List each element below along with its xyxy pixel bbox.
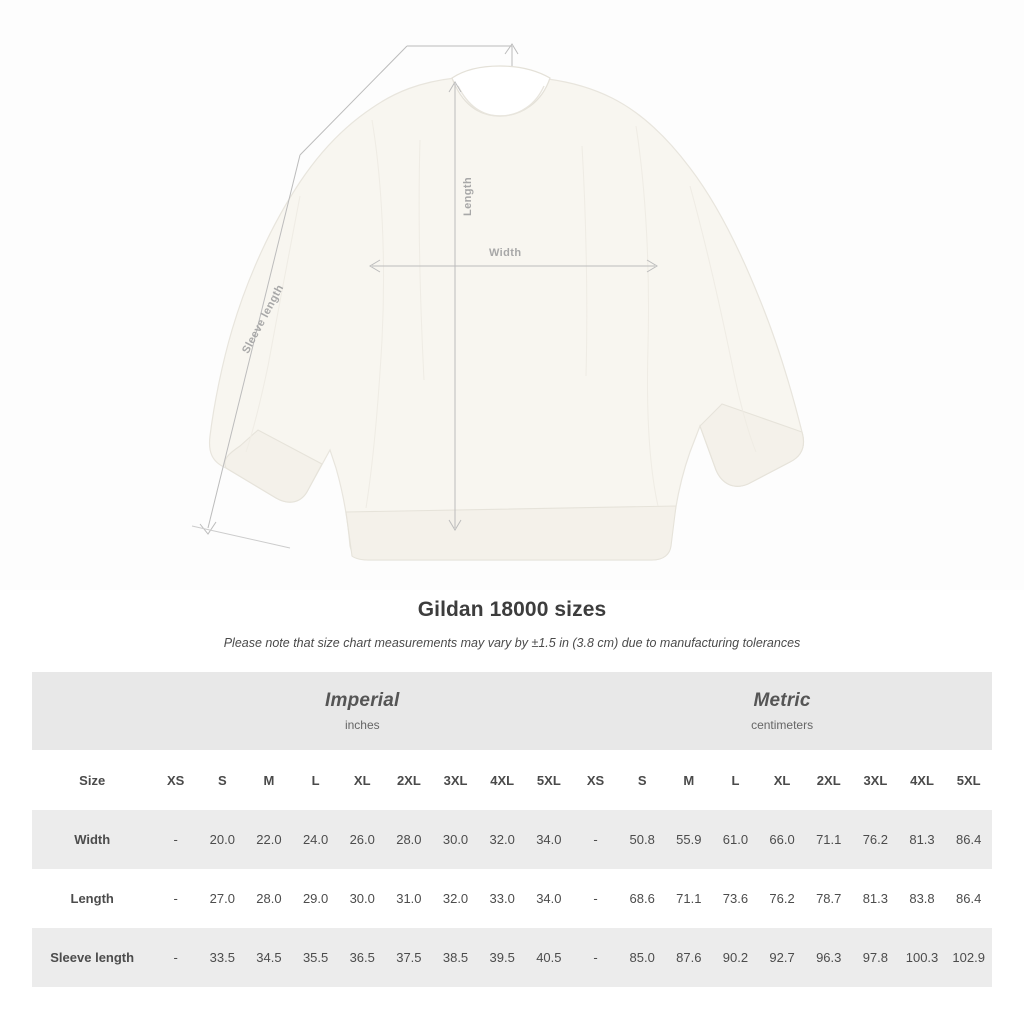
table-row xyxy=(32,869,992,928)
cell-sleeve-imperial-3xl: 38.5 xyxy=(432,928,479,987)
cell-width-metric-s: 50.8 xyxy=(619,810,666,869)
size-header-metric-xl: XL xyxy=(759,750,806,810)
cell-sleeve-imperial-5xl: 40.5 xyxy=(525,928,572,987)
size-header-metric-4xl: 4XL xyxy=(899,750,946,810)
size-header-metric-2xl: 2XL xyxy=(805,750,852,810)
unit-name-metric: Metric xyxy=(753,690,811,711)
unit-sub-metric: centimeters xyxy=(751,718,814,732)
cell-sleeve-metric-5xl: 102.9 xyxy=(945,928,992,987)
cell-width-metric-2xl: 71.1 xyxy=(805,810,852,869)
cell-sleeve-imperial-xs: - xyxy=(152,928,199,987)
sleeve-length-dimension-label: Sleeve length xyxy=(240,282,287,356)
cell-width-metric-3xl: 76.2 xyxy=(852,810,899,869)
cell-sleeve-imperial-xl: 36.5 xyxy=(339,928,386,987)
cell-width-metric-4xl: 81.3 xyxy=(899,810,946,869)
cell-length-imperial-2xl: 31.0 xyxy=(386,869,433,928)
unit-name-imperial: Imperial xyxy=(325,690,400,711)
cell-length-metric-2xl: 78.7 xyxy=(805,869,852,928)
size-header-metric-s: S xyxy=(619,750,666,810)
cell-sleeve-imperial-s: 33.5 xyxy=(199,928,246,987)
cell-sleeve-metric-xl: 92.7 xyxy=(759,928,806,987)
size-chart-table-wrap xyxy=(32,672,992,987)
size-header-metric-l: L xyxy=(712,750,759,810)
row-label-width: Width xyxy=(32,810,152,869)
cell-width-imperial-5xl: 34.0 xyxy=(525,810,572,869)
cell-length-metric-4xl: 83.8 xyxy=(899,869,946,928)
row-label-length: Length xyxy=(32,869,152,928)
size-header-imperial-m: M xyxy=(246,750,293,810)
title-block xyxy=(0,598,1024,650)
cell-length-metric-s: 68.6 xyxy=(619,869,666,928)
cell-sleeve-metric-3xl: 97.8 xyxy=(852,928,899,987)
size-header-metric-5xl: 5XL xyxy=(945,750,992,810)
cell-length-imperial-4xl: 33.0 xyxy=(479,869,526,928)
tolerance-note: Please note that size chart measurements may vary by ±1.5 in (3.8 cm) due to manufacturing tolerances xyxy=(223,636,801,650)
row-label-sleeve-length: Sleeve length xyxy=(32,928,152,987)
cell-length-metric-5xl: 86.4 xyxy=(945,869,992,928)
size-header-imperial-3xl: 3XL xyxy=(432,750,479,810)
size-chart-table xyxy=(32,672,992,987)
size-header-imperial-xs: XS xyxy=(152,750,199,810)
cell-width-metric-xl: 66.0 xyxy=(759,810,806,869)
cell-sleeve-imperial-l: 35.5 xyxy=(292,928,339,987)
unit-system-header-row xyxy=(32,672,992,750)
cell-width-imperial-3xl: 30.0 xyxy=(432,810,479,869)
cell-length-metric-xs: - xyxy=(572,869,619,928)
cell-length-metric-m: 71.1 xyxy=(665,869,712,928)
table-corner-cell xyxy=(32,672,152,750)
table-row xyxy=(32,810,992,869)
size-header-imperial-s: S xyxy=(199,750,246,810)
cell-width-metric-5xl: 86.4 xyxy=(945,810,992,869)
cell-sleeve-imperial-4xl: 39.5 xyxy=(479,928,526,987)
size-header-imperial-2xl: 2XL xyxy=(386,750,433,810)
cell-width-imperial-l: 24.0 xyxy=(292,810,339,869)
cell-length-imperial-m: 28.0 xyxy=(246,869,293,928)
cell-width-imperial-s: 20.0 xyxy=(199,810,246,869)
size-header-imperial-xl: XL xyxy=(339,750,386,810)
cell-sleeve-metric-s: 85.0 xyxy=(619,928,666,987)
cell-sleeve-metric-4xl: 100.3 xyxy=(899,928,946,987)
cell-length-metric-3xl: 81.3 xyxy=(852,869,899,928)
size-header-imperial-5xl: 5XL xyxy=(525,750,572,810)
cell-width-metric-m: 55.9 xyxy=(665,810,712,869)
length-dimension-label: Length xyxy=(462,176,474,216)
page-title: Gildan 18000 sizes xyxy=(417,598,607,621)
size-header-imperial-l: L xyxy=(292,750,339,810)
width-dimension-label: Width xyxy=(489,247,522,259)
size-header-imperial-4xl: 4XL xyxy=(479,750,526,810)
cell-width-metric-xs: - xyxy=(572,810,619,869)
cell-width-metric-l: 61.0 xyxy=(712,810,759,869)
cell-sleeve-imperial-2xl: 37.5 xyxy=(386,928,433,987)
cell-sleeve-metric-xs: - xyxy=(572,928,619,987)
cell-width-imperial-2xl: 28.0 xyxy=(386,810,433,869)
cell-sleeve-metric-2xl: 96.3 xyxy=(805,928,852,987)
unit-header-imperial xyxy=(152,672,572,750)
cell-length-imperial-l: 29.0 xyxy=(292,869,339,928)
cell-length-imperial-5xl: 34.0 xyxy=(525,869,572,928)
size-header-metric-3xl: 3XL xyxy=(852,750,899,810)
cell-width-imperial-xs: - xyxy=(152,810,199,869)
size-header-metric-xs: XS xyxy=(572,750,619,810)
size-header-label: Size xyxy=(32,750,152,810)
cell-length-metric-l: 73.6 xyxy=(712,869,759,928)
cell-length-imperial-s: 27.0 xyxy=(199,869,246,928)
cell-length-metric-xl: 76.2 xyxy=(759,869,806,928)
table-row xyxy=(32,928,992,987)
cell-sleeve-metric-m: 87.6 xyxy=(665,928,712,987)
sweatshirt-shape xyxy=(210,66,804,560)
unit-header-metric xyxy=(572,672,992,750)
cell-width-imperial-xl: 26.0 xyxy=(339,810,386,869)
size-header-row xyxy=(32,750,992,810)
cell-sleeve-imperial-m: 34.5 xyxy=(246,928,293,987)
cell-sleeve-metric-l: 90.2 xyxy=(712,928,759,987)
cell-length-imperial-xl: 30.0 xyxy=(339,869,386,928)
cell-length-imperial-3xl: 32.0 xyxy=(432,869,479,928)
cell-length-imperial-xs: - xyxy=(152,869,199,928)
cell-width-imperial-4xl: 32.0 xyxy=(479,810,526,869)
cell-width-imperial-m: 22.0 xyxy=(246,810,293,869)
unit-sub-imperial: inches xyxy=(344,718,380,732)
size-header-metric-m: M xyxy=(665,750,712,810)
